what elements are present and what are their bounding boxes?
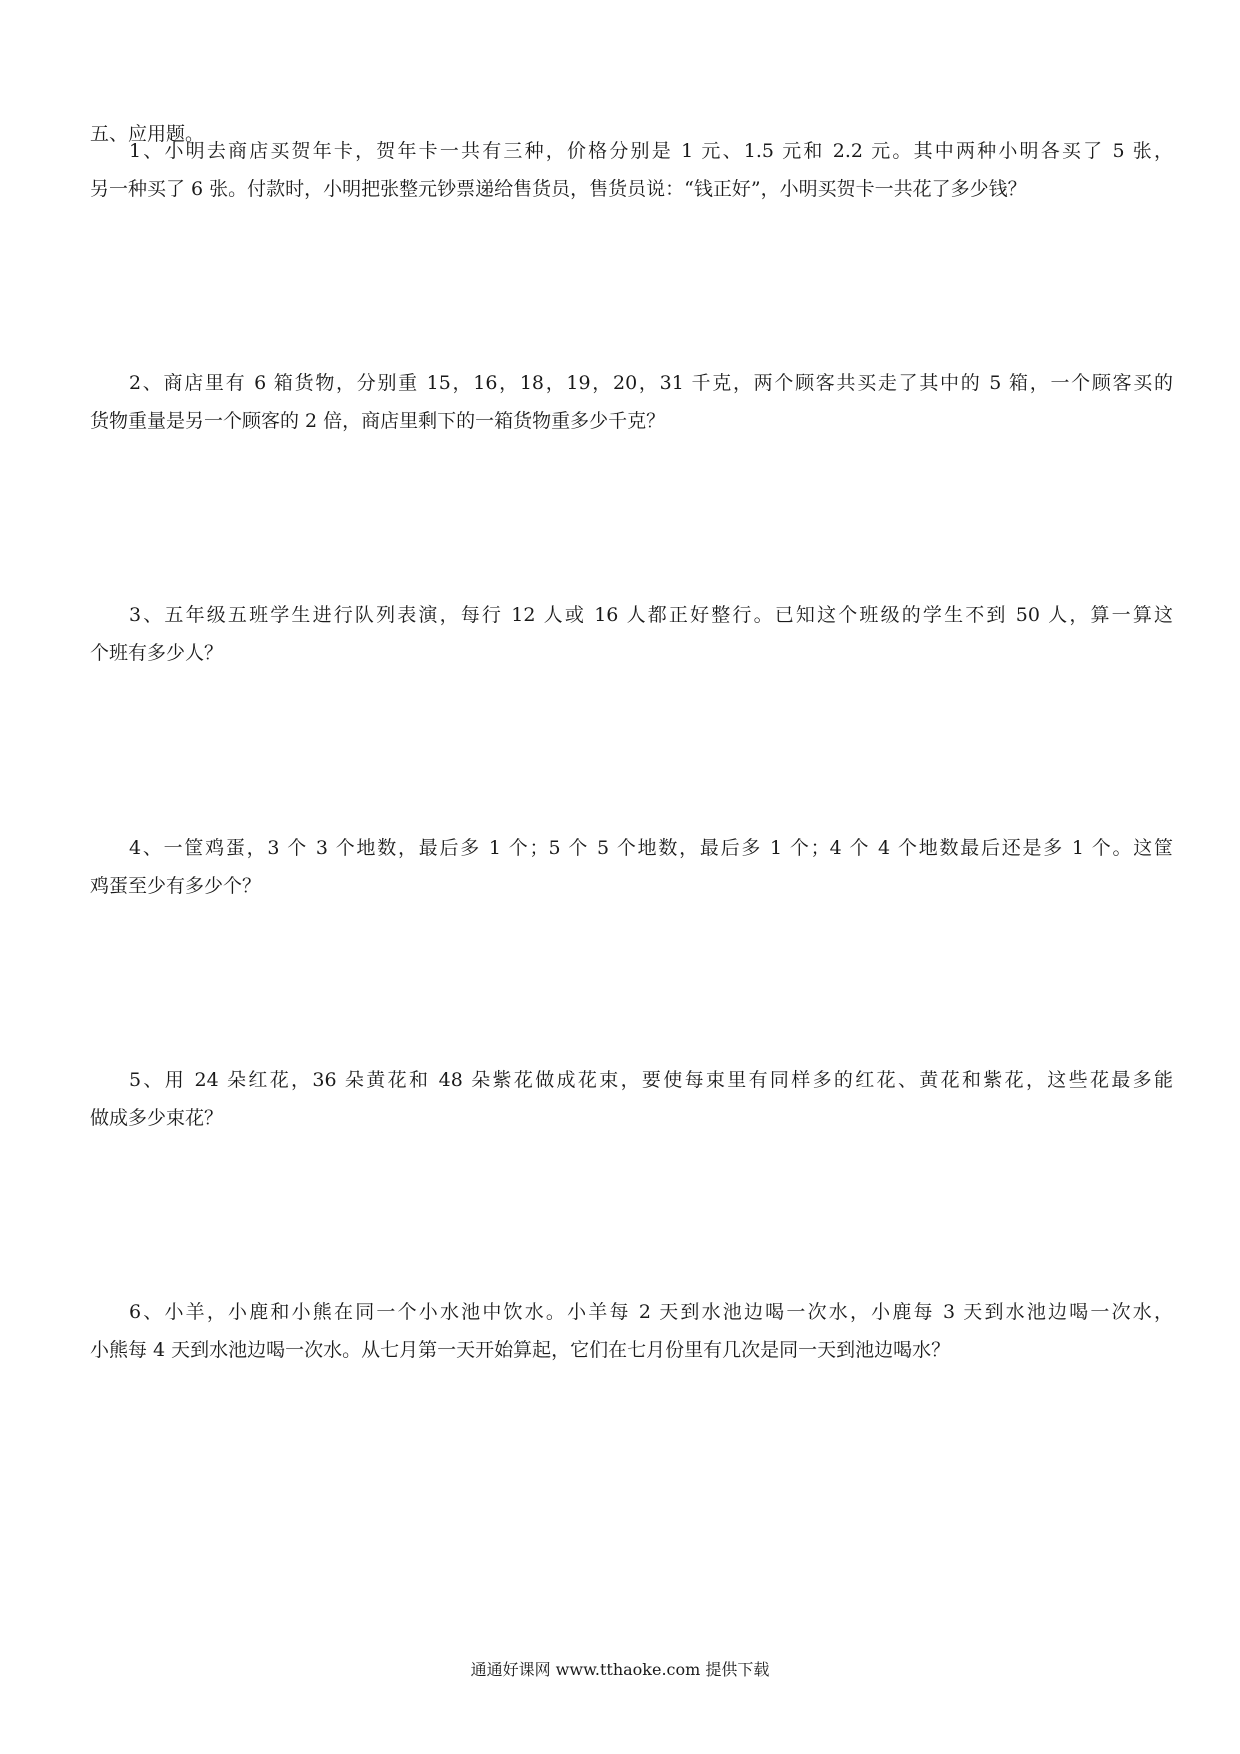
question-3-line-1: 3、五年级五班学生进行队列表演，每行 12 人或 16 人都正好整行。已知这个班级的学生不到 50 人，算一算这: [129, 604, 1173, 626]
question-1: [90, 132, 1173, 208]
question-1-line-1: 1、小明去商店买贺年卡，贺年卡一共有三种，价格分别是 1 元、1.5 元和 2.2 元。其中两种小明各买了 5 张，: [129, 140, 1173, 162]
question-2-line-2: 货物重量是另一个顾客的 2 倍，商店里剩下的一箱货物重多少千克？: [90, 410, 666, 432]
question-6-line-1: 6、小羊，小鹿和小熊在同一个小水池中饮水。小羊每 2 天到水池边喝一次水，小鹿每 3 天到水池边喝一次水，: [129, 1301, 1173, 1323]
question-6: [90, 1293, 1173, 1369]
question-5-line-2: 做成多少束花？: [90, 1107, 224, 1129]
section-title: 五、应用题。: [90, 123, 205, 145]
question-2-line-1: 2、商店里有 6 箱货物，分别重 15，16，18，19，20，31 千克，两个顾客共买走了其中的 5 箱，一个顾客买的: [129, 372, 1173, 394]
question-4-line-2: 鸡蛋至少有多少个？: [90, 875, 262, 897]
question-4-line-1: 4、一筐鸡蛋，3 个 3 个地数，最后多 1 个；5 个 5 个地数，最后多 1 个；4 个 4 个地数最后还是多 1 个。这筐: [129, 837, 1173, 859]
question-3-line-2: 个班有多少人？: [90, 642, 224, 664]
footer-source-note: 通通好课网 www.tthaoke.com 提供下载: [470, 1660, 770, 1679]
question-1-line-2: 另一种买了 6 张。付款时，小明把张整元钞票递给售货员，售货员说：“钱正好”，小明买贺卡一共花了多少钱？: [90, 178, 1027, 200]
question-4: [90, 829, 1173, 905]
question-6-line-2: 小熊每 4 天到水池边喝一次水。从七月第一天开始算起，它们在七月份里有几次是同一天到池边喝水？: [90, 1339, 951, 1361]
question-5: [90, 1061, 1173, 1137]
question-3: [90, 596, 1173, 672]
question-2: [90, 364, 1173, 440]
question-5-line-1: 5、用 24 朵红花，36 朵黄花和 48 朵紫花做成花束，要使每束里有同样多的红花、黄花和紫花，这些花最多能: [129, 1069, 1173, 1091]
